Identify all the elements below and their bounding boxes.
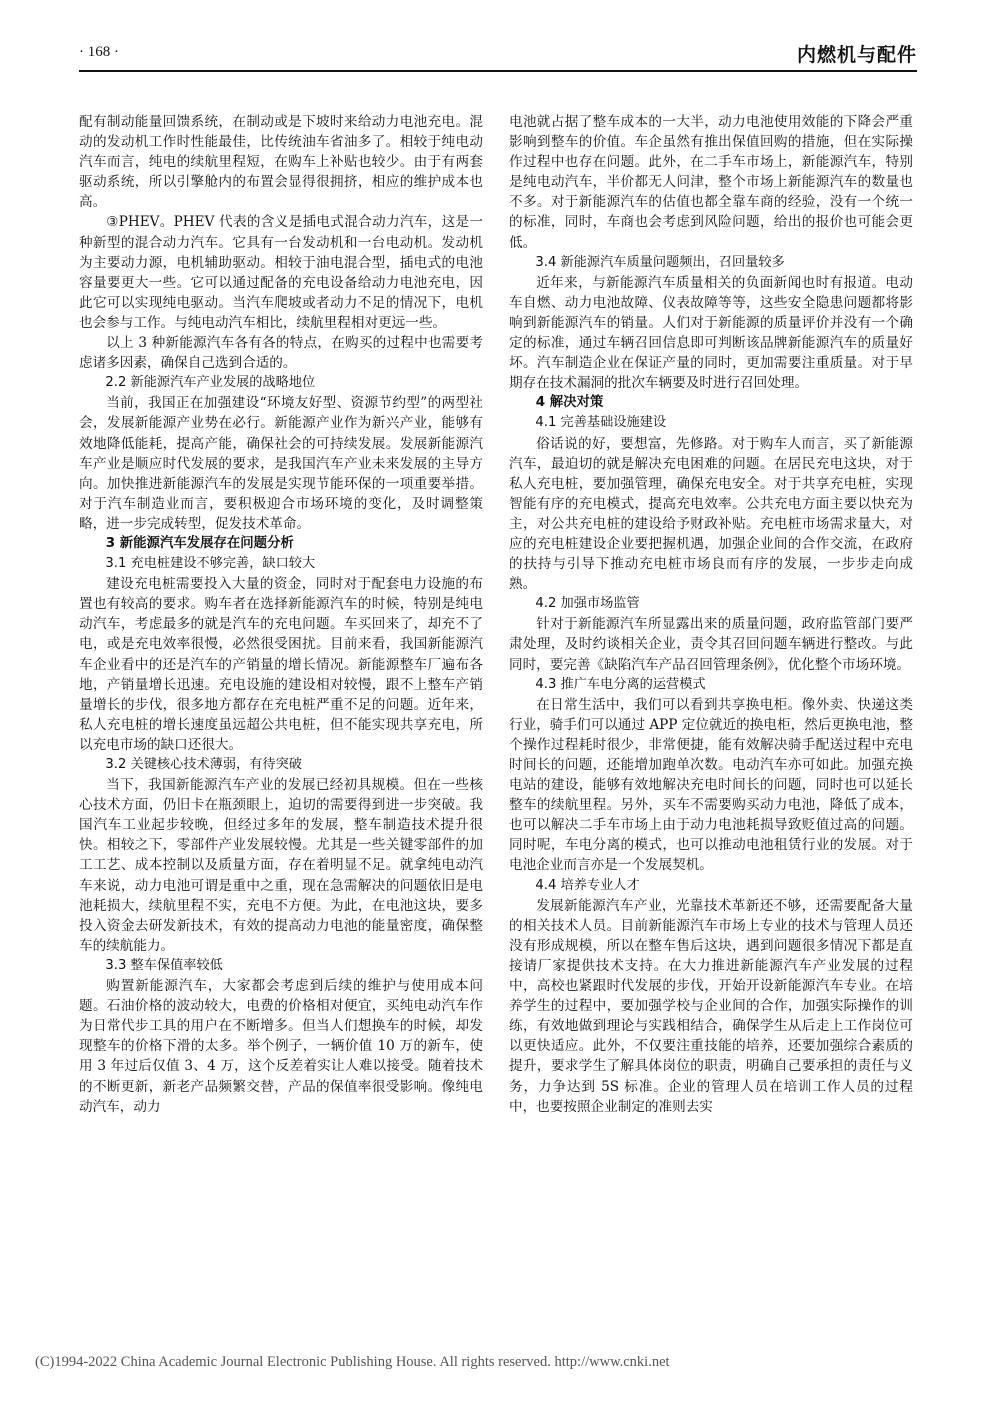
paragraph: 当前，我国正在加强建设“环境友好型、资源节约型”的两型社会，发展新能源产业势在必行。新能源产业作为新兴产业，能够有效地降低能耗，提高产能，确保社会的可持续发展。发展新能源汽车产业是顺应时代发展的要求，是我国汽车产业未来发展的主导方向。加快推进新能源汽车的发展是实现节能环保的一项重要举措。对于汽车制造业而言，要积极迎合市场环境的变化，及时调整策略，进一步完成转型，促发技术革命。: [79, 395, 483, 532]
section-heading: 4.3 推广车电分离的运营模式: [535, 676, 706, 692]
page-header: [79, 36, 917, 72]
section-heading: 3.4 新能源汽车质量问题频出，召回量较多: [535, 254, 785, 270]
paragraph: 当下，我国新能源汽车产业的发展已经初具规模。但在一些核心技术方面，仍旧卡在瓶颈眼上，迫切的需要得到进一步突破。我国汽车工业起步较晚，但经过多年的发展，整车制造技术提升很快。相较之下，零部件产业发展较慢。尤其是一些关键零部件的加工工艺、成本控制以及质量方面，存在着明显不足。就拿纯电动汽车来说，动力电池可谓是重中之重，现在急需解决的问题依旧是电池耗损大，续航里程不实，充电不方便。为此，在电池这块，要多投入资金去研发新技术，有效的提高动力电池的能量密度，确保整车的续航能力。: [79, 777, 483, 954]
paragraph: ③PHEV。PHEV 代表的含义是插电式混合动力汽车，这是一种新型的混合动力汽车。它具有一台发动机和一台电动机。发动机为主要动力源，电机辅助驱动。相较于油电混合型，插电式的电池容量要更大一些。它可以通过配备的充电设备给动力电池充电，因此它可以实现纯电驱动。当汽车爬坡或者动力不足的情况下，电机也会参与工作。与纯电动汽车相比，续航里程相对更远一些。: [79, 214, 483, 331]
paragraph: 电池就占据了整车成本的一大半，动力电池使用效能的下降会严重影响到整车的价值。车企虽然有推出保值回购的措施，但在实际操作过程中也存在问题。此外，在二手车市场上，新能源汽车，特别是纯电动汽车，半价都无人问津，整个市场上新能源汽车的数量也不多。对于新能源汽车的估值也都全靠车商的经验，没有一个统一的标准，同时，车商也会考虑到风险问题，给出的报价也可能会更低。: [509, 114, 913, 251]
paragraph: 以上 3 种新能源汽车各有各的特点，在购买的过程中也需要考虑诸多因素，确保自己选到合适的。: [79, 335, 483, 372]
section-heading: 4 解决对策: [535, 395, 604, 411]
paragraph: 购置新能源汽车，大家都会考虑到后续的维护与使用成本问题。石油价格的波动较大，电费的价格相对便宜，买纯电动汽车作为日常代步工具的用户在不断增多。但当人们想换车的时候，却发现整车的价格下滑的太多。举个例子，一辆价值 10 万的新车，使用 3 年过后仅值 3、4 万，这个反差着实让人难以接受。随着技术的不断更新，新老产品频繁交替，产品的保值率很受影响。像纯电动汽车，动力: [79, 978, 483, 1115]
copyright-footer: (C)1994-2022 China Academic Journal Electronic Publishing House. All rights reserved. http://www.cnki.net: [35, 1354, 670, 1370]
section-heading: 3 新能源汽车发展存在问题分析: [105, 535, 294, 551]
page-number: · 168 ·: [79, 44, 119, 60]
section-heading: 4.1 完善基础设施建设: [535, 415, 667, 431]
paragraph: 建设充电桩需要投入大量的资金，同时对于配套电力设施的布置也有较高的要求。购车者在选择新能源汽车的时候，特别是纯电动汽车，考虑最多的就是汽车的充电问题。车买回来了，却充不了电，或是充电效率很慢，必然很受困扰。目前来看，我国新能源汽车企业看中的还是汽车的产销量的增长情况。新能源整车厂遍布各地，产销量增长迅速。充电设施的建设相对较慢，跟不上整车产销量增长的步伐，很多地方都存在充电桩严重不足的问题。近年来，私人充电桩的增长速度虽远超公共电桩，但不能实现共享充电，所以充电市场的缺口还很大。: [79, 576, 483, 753]
paragraph: 俗话说的好，要想富，先修路。对于购车人而言，买了新能源汽车，最迫切的就是解决充电困难的问题。在居民充电这块，对于私人充电桩，要加强管理，确保充电安全。对于共享充电桩，实现智能有序的充电模式，提高充电效率。公共充电方面主要以快充为主，对公共充电桩的建设给予财政补贴。充电桩市场需求量大，对应的充电桩建设企业要把握机遇，加强企业间的合作交流，在政府的扶持与引导下推动充电桩市场良而有序的发展，一步步走向成熟。: [509, 435, 913, 593]
right-column: [509, 112, 913, 1117]
paragraph: 针对于新能源汽车所显露出来的质量问题，政府监管部门要严肃处理，及时约谈相关企业，责令其召回问题车辆进行整改。与此同时，要完善《缺陷汽车产品召回管理条例》，优化整个市场环境。: [509, 616, 913, 673]
section-heading: 4.4 培养专业人才: [535, 877, 640, 893]
journal-name: 内燃机与配件: [796, 44, 917, 66]
paragraph: 近年来，与新能源汽车质量相关的负面新闻也时有报道。电动车自燃、动力电池故障、仪表故障等等，这些安全隐患问题都将影响到新能源汽车的销量。人们对于新能源的质量评价并没有一个确定的标准，通过车辆召回信息即可判断该品牌新能源汽车的质量好坏。汽车制造企业在保证产量的同时，更加需要注重质量。对于早期存在技术漏洞的批次车辆要及时进行召回处理。: [509, 274, 913, 392]
section-heading: 3.2 关键核心技术薄弱，有待突破: [105, 757, 302, 772]
section-heading: 3.3 整车保值率较低: [105, 957, 223, 973]
paragraph: 在日常生活中，我们可以看到共享换电柜。像外卖、快递这类行业，骑手们可以通过 APP 定位就近的换电柜，然后更换电池，整个操作过程耗时很少，非常便捷，能有效解决骑手配送过程中充电时间长的问题，还能增加跑单次数。电动汽车亦可如此。加强充换电站的建设，能够有效地解决充电时间长的问题，同时也可以延长整车的续航里程。另外，买车不需要购买动力电池，降低了成本，也可以解决二手车市场上由于动力电池耗损导致贬值过高的问题。同时呢，车电分离的模式，也可以推动电池租赁行业的发展。对于电池企业而言亦是一个发展契机。: [509, 696, 913, 874]
left-column: [79, 112, 483, 1117]
paragraph: 发展新能源汽车产业，光靠技术革新还不够，还需要配备大量的相关技术人员。目前新能源汽车市场上专业的技术与管理人员还没有形成规模，所以在整车售后这块，遇到问题很多情况下都是直接请厂家提供技术支持。在大力推进新能源汽车产业发展的过程中，高校也紧跟时代发展的步伐，开始开设新能源汽车专业。在培养学生的过程中，要加强学校与企业间的合作，加强实际操作的训练，有效地做到理论与实践相结合，确保学生从后走上工作岗位可以更快适应。此外，不仅要注重技能的培养，还要加强综合素质的提升，要求学生了解具体岗位的职责，明确自己要承担的责任与义务，力争达到 5S 标准。企业的管理人员在培训工作人员的过程中，也要按照企业制定的准则去实: [509, 897, 913, 1115]
paragraph: 配有制动能量回馈系统，在制动或是下坡时来给动力电池充电。混动的发动机工作时性能最佳，比传统油车省油多了。相较于纯电动汽车而言，纯电的续航里程短，在购车上补贴也较少。由于有两套驱动系统，所以引擎舱内的布置会显得很拥挤，相应的维护成本也高。: [79, 114, 483, 211]
section-heading: 3.1 充电桩建设不够完善，缺口较大: [105, 556, 316, 572]
section-heading: 4.2 加强市场监管: [535, 596, 640, 612]
section-heading: 2.2 新能源汽车产业发展的战略地位: [105, 375, 316, 391]
